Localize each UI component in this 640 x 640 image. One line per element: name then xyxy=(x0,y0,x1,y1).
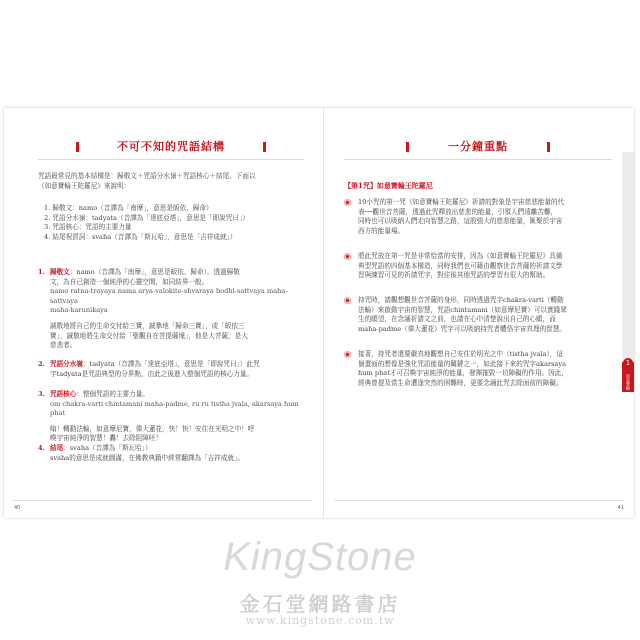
key-point-4 xyxy=(344,350,612,388)
point-line: 法輪）來啟動宇宙的智慧，咒語chintamani（如意摩尼寶）可以實踐眾 xyxy=(358,305,567,314)
item-line: 喚宇宙純淨的智慧！轟！去除阻障呸！ xyxy=(50,434,163,443)
book-spread xyxy=(4,108,634,518)
item-term: 咒語核心 xyxy=(50,390,77,398)
point-line: 同時也可以吸納人們走向智慧之路，這股強大的慈悲能量，匯聚於宇宙 xyxy=(358,217,563,226)
item-line: 嗡！轉動法輪，如意摩尼寶，偉大蓮花，快！快！安住在光明之中！呼 xyxy=(50,424,255,433)
outline-item: 1. 歸敬文：namo（音譯為「南摩」，意思是皈依、歸命） xyxy=(44,204,213,212)
bullet-icon xyxy=(344,351,351,358)
item-mantra: maha-karunikaya xyxy=(50,306,108,315)
item-number: 4. xyxy=(38,444,45,452)
point-line: 將此咒放在第一咒是非常恰當的安排，因為《如意寶輪王陀羅尼》具備 xyxy=(358,252,563,260)
bullet-icon xyxy=(344,253,351,260)
left-footer-rule xyxy=(12,500,312,501)
item-line: ：整個咒語的主要力量。 xyxy=(76,390,149,398)
left-page-title: 不可不知的咒語結構 xyxy=(117,140,225,153)
kingstone-chinese-name: 金石堂網路書店 xyxy=(239,592,401,616)
header-rule xyxy=(344,159,612,160)
item-line: ：namo（音譯為「南摩」，意思是皈依、歸命），透過歸敬 xyxy=(69,268,240,276)
right-page-title: 一分鐘重點 xyxy=(448,140,508,153)
structure-outline xyxy=(44,204,304,242)
header-rule xyxy=(38,159,304,160)
right-footer-rule xyxy=(334,500,624,501)
key-point-2 xyxy=(344,252,612,281)
item-line: 字tadyata是咒語典型的分界點，由此之後進入整個咒語的核心力量。 xyxy=(50,369,254,378)
item-line: 慈悲者。 xyxy=(50,341,77,350)
bullet-icon xyxy=(344,199,351,206)
chapter-side-tab xyxy=(622,152,634,392)
kingstone-logo: KingStone xyxy=(223,535,417,579)
outline-item: 3. 咒語核心：咒語的主要力量 xyxy=(44,223,132,232)
item-line: ：svaha（音譯為「斯瓦哈」） xyxy=(63,444,152,452)
item-line: svaha的意思是成就圓滿，在佛教典籍中經常翻譯為「吉祥成就」。 xyxy=(50,453,244,462)
intro-paragraph xyxy=(38,172,304,191)
outline-item: 4. 結尾祝賀詞：svaha（音譯為「斯瓦哈」，意思是「吉祥成就」） xyxy=(44,232,237,241)
right-header xyxy=(344,138,612,156)
item-line: ：tadyata（音譯為「達底亞塔」，意思是「即說咒曰」）此咒 xyxy=(82,360,260,368)
key-point-1 xyxy=(344,198,612,236)
point-line: hum phat才可召喚宇宙純淨的能量，發揮摧毀一切障礙的作用。因此， xyxy=(358,369,568,378)
item-number: 2. xyxy=(38,360,45,368)
left-header xyxy=(38,138,304,156)
outline-item: 2. 咒語分水嶺：tadyata（音譯為「達底亞塔」，意思是「即說咒曰」） xyxy=(44,213,249,222)
item-term: 咒語分水嶺 xyxy=(50,360,83,368)
structure-item-3 xyxy=(38,390,304,444)
item-number: 3. xyxy=(38,390,45,398)
point-line: 接著，持咒者還要嚴真地觀想自己安住於明光之中（tistha jvala），這 xyxy=(358,350,563,358)
kingstone-url: www.kingstone.com.tw xyxy=(245,614,395,627)
mantra-sub-heading: 【第1咒】如意寶輪王陀羅尼 xyxy=(344,181,433,190)
left-page-number: 40 xyxy=(14,505,21,511)
item-term: 歸敬文 xyxy=(50,268,70,276)
item-line: 寶」，誠敬地將生命交付給「聖觀自在菩提薩埵」，他是大菩薩，是大 xyxy=(50,331,248,340)
point-line: 習與練習可見的祈請咒字，對往後其他咒語的學習有很大的幫助。 xyxy=(358,271,550,280)
item-line: 文，為自己創造一個純淨的心靈空間，如同結界一般。 xyxy=(50,277,209,286)
gutter-line xyxy=(323,108,324,518)
intro-line: 咒語最常見的基本結構是：歸敬文＋咒語分水嶺＋咒語核心＋結尾。下面以 xyxy=(38,172,256,180)
bullet-icon xyxy=(344,297,351,304)
item-number: 1. xyxy=(38,268,45,276)
chapter-number-badge: 1 xyxy=(623,358,633,368)
item-term: 結尾 xyxy=(50,444,64,452)
point-line: 經典曾提及當生命遭逢突然的困難時，更要念誦此咒去除面前的障礙。 xyxy=(358,378,563,387)
item-line: 誠敬地將自己的生命交付給三寶，誠摯地「歸命三寶」，或「皈依三 xyxy=(50,321,245,330)
chapter-tab-label: 如意寶輪 xyxy=(626,374,631,390)
item-mantra: om chakra-varti chintamani maha-padme, ru ru tistha jvala, akarsaya hum phat xyxy=(50,399,299,418)
point-line: 西方的能量場。 xyxy=(358,226,405,235)
item-mantra: namo ratna-trayaya nama arya-valokite-shvaraya bodhi-sattvaya maha-sattvaya xyxy=(50,287,288,305)
structure-item-1 xyxy=(38,268,304,351)
right-page-number: 41 xyxy=(617,505,624,511)
point-line: 持咒時，請觀想觀世音菩薩的身形，同時透過咒字chakra-varti（轉動 xyxy=(358,296,564,304)
intro-line: 《如意寶輪王陀羅尼》來說明： xyxy=(38,181,131,190)
point-line: 表──觀世音菩薩，透過此咒釋放出慈悲的能量，引領人們遠離苦難， xyxy=(358,207,558,216)
structure-item-2 xyxy=(38,360,304,379)
point-line: maha-padme（偉大蓮花）咒字可以吸納持咒者體悟宇宙真理的智慧。 xyxy=(358,324,566,333)
structure-item-4 xyxy=(38,444,304,463)
key-point-3 xyxy=(344,296,612,334)
point-line: 10小咒的第一咒《如意寶輪王陀羅尼》祈請的對象是宇宙慈悲能量的代 xyxy=(358,198,565,206)
point-line: 個畫面的想像是強化咒語能量的關鍵之一，如此接下來的咒字akarsaya xyxy=(358,359,567,368)
point-line: 生的願望，在念誦祈請文之前，也請在心中清楚說出自己的心願，而 xyxy=(358,315,556,324)
point-line: 典型咒語的四個基本構造，同時我們也可藉由觀察世音菩薩的祈請文學 xyxy=(358,261,563,270)
